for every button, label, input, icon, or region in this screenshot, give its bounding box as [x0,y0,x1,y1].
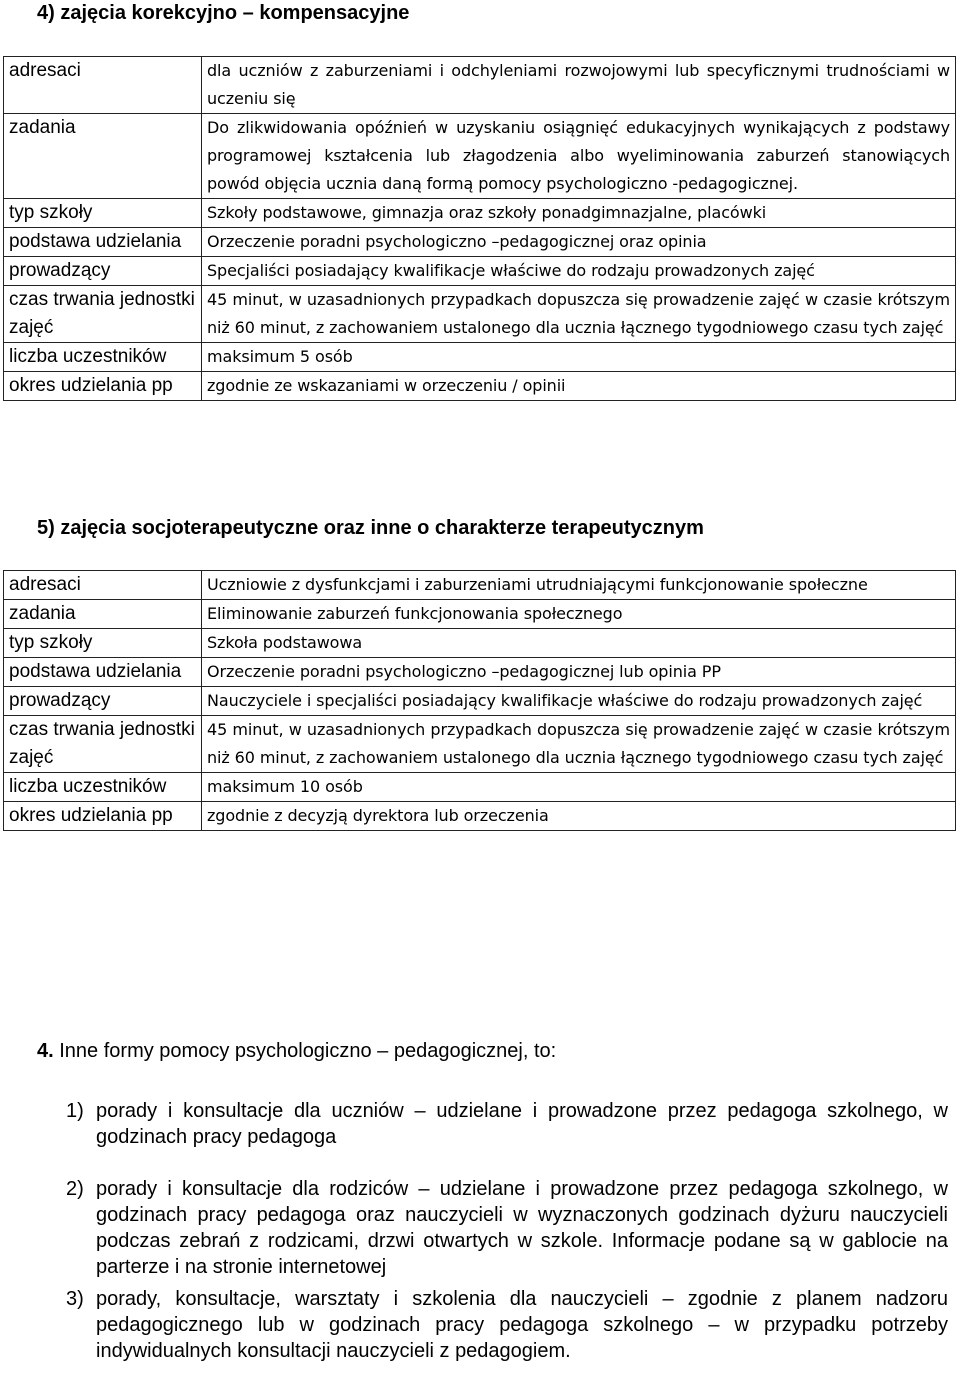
row-value: Orzeczenie poradni psychologiczno –pedagogicznej oraz opinia [202,228,956,257]
row-value: Eliminowanie zaburzeń funkcjonowania społecznego [202,600,956,629]
table-row [4,716,956,773]
other-forms-title: Inne formy pomocy psychologiczno – pedagogicznej, to: [59,1040,557,1062]
table-row [4,773,956,802]
row-value: zgodnie z decyzją dyrektora lub orzeczenia [202,802,956,831]
table-row [4,372,956,401]
row-value: Uczniowie z dysfunkcjami i zaburzeniami utrudniającymi funkcjonowanie społeczne [202,571,956,600]
other-forms-list [66,1098,948,1364]
table-row [4,343,956,372]
list-item-number: 1) [66,1100,84,1122]
row-value: Szkoły podstawowe, gimnazja oraz szkoły ponadgimnazjalne, placówki [202,199,956,228]
list-item-number: 2) [66,1178,84,1200]
row-value: zgodnie ze wskazaniami w orzeczeniu / opinii [202,372,956,401]
row-label: prowadzący [4,257,202,286]
table-row [4,687,956,716]
row-value: 45 minut, w uzasadnionych przypadkach dopuszcza się prowadzenie zajęć w czasie krótszym niż 60 minut, z zachowaniem ustalonego dla ucznia łącznego tygodniowego czasu tych zajęć [202,716,956,773]
row-value: maksimum 10 osób [202,773,956,802]
row-value: 45 minut, w uzasadnionych przypadkach dopuszcza się prowadzenie zajęć w czasie krótszym niż 60 minut, z zachowaniem ustalonego dla ucznia łącznego tygodniowego czasu tych zajęć [202,286,956,343]
row-label: podstawa udzielania [4,658,202,687]
table-row [4,658,956,687]
row-label: zadania [4,114,202,199]
table-row [4,199,956,228]
list-item-number: 3) [66,1288,84,1310]
list-item [66,1286,948,1364]
table-socio-therapy-classes [3,570,956,831]
other-forms-heading [37,1040,556,1063]
row-label: okres udzielania pp [4,802,202,831]
row-value: maksimum 5 osób [202,343,956,372]
row-value: dla uczniów z zaburzeniami i odchyleniami rozwojowymi lub specyficznymi trudnościami w uczeniu się [202,57,956,114]
table-row [4,571,956,600]
row-label: liczba uczestników [4,343,202,372]
row-label: typ szkoły [4,629,202,658]
row-label: liczba uczestników [4,773,202,802]
table-row [4,600,956,629]
table-row [4,57,956,114]
row-label: podstawa udzielania [4,228,202,257]
table-row [4,802,956,831]
row-value: Orzeczenie poradni psychologiczno –pedagogicznej lub opinia PP [202,658,956,687]
row-label: okres udzielania pp [4,372,202,401]
table-row [4,257,956,286]
row-value: Nauczyciele i specjaliści posiadający kwalifikacje właściwe do rodzaju prowadzonych zajęć [202,687,956,716]
row-label: czas trwania jednostki zajęć [4,716,202,773]
table-corrective-classes [3,56,956,401]
row-label: adresaci [4,571,202,600]
table-row [4,286,956,343]
list-item [66,1098,948,1150]
table-row [4,629,956,658]
table-row [4,114,956,199]
table-row [4,228,956,257]
section-4-heading: 4) zajęcia korekcyjno – kompensacyjne [37,2,410,24]
list-item-text: porady i konsultacje dla rodziców – udzielane i prowadzone przez pedagoga szkolnego, w godzinach pracy pedagoga oraz nauczycieli w wyznaczonych godzinach dyżuru nauczycieli podczas zebrań z rodzicami, drzwi otwartych w szkole. Informacje podane są w gablocie na parterze i na stronie internetowej [96,1178,948,1278]
row-value: Specjaliści posiadający kwalifikacje właściwe do rodzaju prowadzonych zajęć [202,257,956,286]
list-item-text: porady, konsultacje, warsztaty i szkolenia dla nauczycieli – zgodnie z planem nadzoru pedagogicznego lub w godzinach pracy pedagoga szkolnego – w przypadku potrzeby indywidualnych konsultacji nauczycieli z pedagogiem. [96,1288,948,1362]
row-label: prowadzący [4,687,202,716]
row-label: adresaci [4,57,202,114]
list-item-text: porady i konsultacje dla uczniów – udzielane i prowadzone przez pedagoga szkolnego, w godzinach pracy pedagoga [96,1100,948,1148]
row-label: typ szkoły [4,199,202,228]
section-5-heading: 5) zajęcia socjoterapeutyczne oraz inne o charakterze terapeutycznym [37,517,704,539]
other-forms-number: 4. [37,1040,54,1062]
row-value: Szkoła podstawowa [202,629,956,658]
row-value: Do zlikwidowania opóźnień w uzyskaniu osiągnięć edukacyjnych wynikających z podstawy programowej kształcenia lub złagodzenia albo wyeliminowania zaburzeń stanowiących powód objęcia ucznia daną formą pomocy psychologiczno -pedagogicznej. [202,114,956,199]
row-label: zadania [4,600,202,629]
list-item [66,1176,948,1280]
row-label: czas trwania jednostki zajęć [4,286,202,343]
